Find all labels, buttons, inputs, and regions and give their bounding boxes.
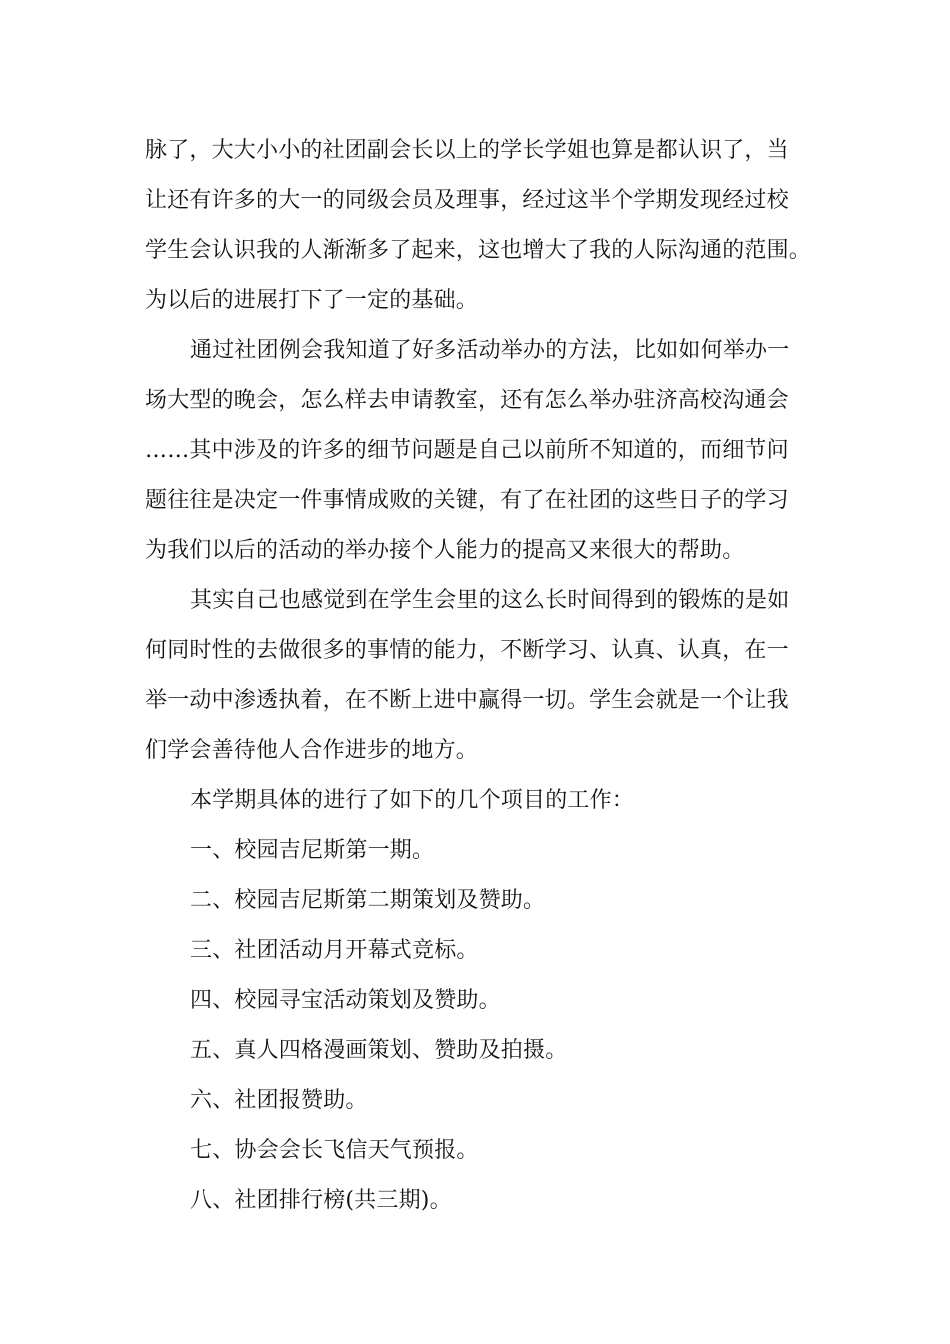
paragraph-line: 学生会认识我的人渐渐多了起来，这也增大了我的人际沟通的范围。 <box>145 238 812 263</box>
paragraph-line: 举一动中渗透执着，在不断上进中赢得一切。学生会就是一个让我 <box>145 688 789 713</box>
paragraph-line: 为以后的进展打下了一定的基础。 <box>145 288 479 313</box>
paragraph-line: 题往往是决定一件事情成败的关键，有了在社团的这些日子的学习 <box>145 488 789 513</box>
paragraph-line: 本学期具体的进行了如下的几个项目的工作： <box>190 788 635 813</box>
list-item: 四、校园寻宝活动策划及赞助。 <box>190 988 501 1013</box>
list-item: 二、校园吉尼斯第二期策划及赞助。 <box>190 888 546 913</box>
list-item: 一、校园吉尼斯第一期。 <box>190 838 435 863</box>
list-item: 五、真人四格漫画策划、赞助及拍摄。 <box>190 1038 568 1063</box>
list-item: 三、社团活动月开幕式竞标。 <box>190 938 479 963</box>
paragraph-line: ……其中涉及的许多的细节问题是自己以前所不知道的，而细节问 <box>145 438 789 463</box>
list-item: 八、社团排行榜(共三期)。 <box>190 1188 452 1213</box>
paragraph-line: 为我们以后的活动的举办接个人能力的提高又来很大的帮助。 <box>145 538 745 563</box>
paragraph-line: 场大型的晚会，怎么样去申请教室，还有怎么举办驻济高校沟通会 <box>145 388 789 413</box>
list-item: 六、社团报赞助。 <box>190 1088 368 1113</box>
paragraph-line: 其实自己也感觉到在学生会里的这么长时间得到的锻炼的是如 <box>190 588 790 613</box>
paragraph-line: 通过社团例会我知道了好多活动举办的方法，比如如何举办一 <box>190 338 790 363</box>
paragraph-line: 何同时性的去做很多的事情的能力，不断学习、认真、认真，在一 <box>145 638 789 663</box>
paragraph-line: 们学会善待他人合作进步的地方。 <box>145 738 479 763</box>
paragraph-line: 脉了，大大小小的社团副会长以上的学长学姐也算是都认识了，当 <box>145 138 789 163</box>
paragraph-line: 让还有许多的大一的同级会员及理事，经过这半个学期发现经过校 <box>145 188 789 213</box>
list-item: 七、协会会长飞信天气预报。 <box>190 1138 479 1163</box>
